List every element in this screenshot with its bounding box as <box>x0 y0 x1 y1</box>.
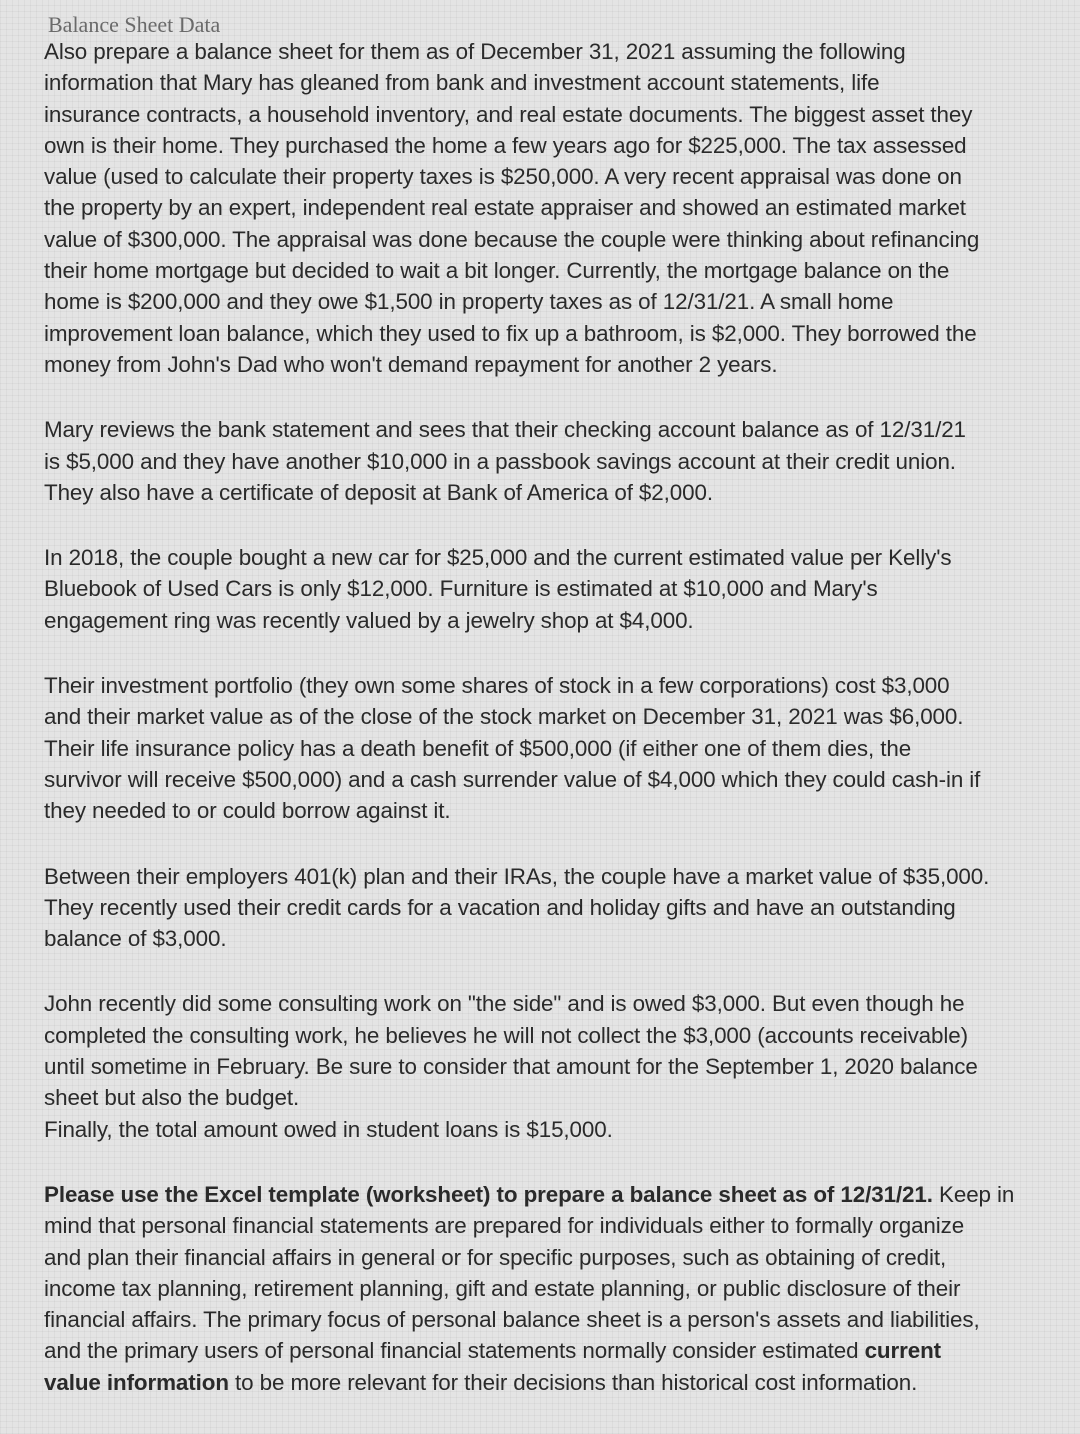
instruction-text: to be more relevant for their decisions than historical cost information. <box>228 1369 918 1395</box>
text-line: completed the consulting work, he believes he will not collect the $3,000 (accounts receivable) <box>44 1022 968 1048</box>
text-line: They recently used their credit cards for a vacation and holiday gifts and have an outstanding <box>44 894 956 920</box>
text-line: and their market value as of the close of the stock market on December 31, 2021 was $6,000. <box>44 704 964 730</box>
text-line: value (used to calculate their property taxes is $250,000. A very recent appraisal was done on <box>44 164 962 190</box>
text-line: value of $300,000. The appraisal was done because the couple were thinking about refinancing <box>44 226 980 252</box>
text-line <box>44 1367 1064 1398</box>
instruction-text: and the primary users of personal financial statements normally consider estimated <box>44 1338 865 1364</box>
text-line: Their life insurance policy has a death benefit of $500,000 (if either one of them dies, the <box>44 735 912 761</box>
text-line: the property by an expert, independent real estate appraiser and showed an estimated market <box>44 195 966 221</box>
instruction-bold-text: Please use the Excel template (worksheet) to prepare a balance sheet as of 12/31/21. <box>44 1181 933 1207</box>
instruction-bold-text: current <box>864 1338 942 1364</box>
text-line: insurance contracts, a household inventory, and real estate documents. The biggest asset they <box>44 101 973 127</box>
document-heading: Balance Sheet Data <box>48 12 221 37</box>
text-line: improvement loan balance, which they used to fix up a bathroom, is $2,000. They borrowed the <box>44 320 977 346</box>
text-line: they needed to or could borrow against it. <box>44 798 451 824</box>
paragraph-consulting <box>44 988 1064 1144</box>
paragraph-bank <box>44 414 1064 508</box>
text-line: financial affairs. The primary focus of personal balance sheet is a person's assets and liabilities, <box>44 1307 980 1333</box>
text-line: home is $200,000 and they owe $1,500 in property taxes as of 12/31/21. A small home <box>44 289 894 315</box>
text-line: income tax planning, retirement planning, gift and estate planning, or public disclosure of their <box>44 1275 961 1301</box>
text-line: is $5,000 and they have another $10,000 in a passbook savings account at their credit union. <box>44 448 956 474</box>
text-line: and plan their financial affairs in general or for specific purposes, such as obtaining of credit, <box>44 1244 947 1270</box>
text-line: They also have a certificate of deposit at Bank of America of $2,000. <box>44 479 713 505</box>
text-line: Between their employers 401(k) plan and their IRAs, the couple have a market value of $35,000. <box>44 863 990 889</box>
text-line: their home mortgage but decided to wait a bit longer. Currently, the mortgage balance on the <box>44 258 950 284</box>
text-line: Their investment portfolio (they own some shares of stock in a few corporations) cost $3,000 <box>44 673 950 699</box>
text-line: sheet but also the budget. <box>44 1085 300 1111</box>
paragraph-home <box>44 36 1064 380</box>
text-line: Also prepare a balance sheet for them as of December 31, 2021 assuming the following <box>44 39 906 64</box>
text-line <box>44 1335 1064 1366</box>
paragraph-investments <box>44 670 1064 826</box>
paragraph-instructions <box>44 1179 1064 1398</box>
text-line: own is their home. They purchased the home a few years ago for $225,000. The tax assessed <box>44 132 967 158</box>
paragraph-car <box>44 542 1064 636</box>
text-line: until sometime in February. Be sure to consider that amount for the September 1, 2020 balance <box>44 1054 978 1080</box>
text-line: engagement ring was recently valued by a jewelry shop at $4,000. <box>44 607 694 633</box>
text-line: Bluebook of Used Cars is only $12,000. Furniture is estimated at $10,000 and Mary's <box>44 576 878 602</box>
paragraph-retirement <box>44 861 1064 955</box>
text-line: mind that personal financial statements are prepared for individuals either to formally organize <box>44 1213 965 1239</box>
text-line: In 2018, the couple bought a new car for $25,000 and the current estimated value per Kelly's <box>44 545 952 571</box>
text-line: survivor will receive $500,000) and a cash surrender value of $4,000 which they could cash-in if <box>44 766 981 792</box>
text-line: balance of $3,000. <box>44 926 227 952</box>
text-line <box>44 1179 1064 1210</box>
instruction-text: Keep in <box>932 1181 1015 1207</box>
text-line: information that Mary has gleaned from bank and investment account statements, life <box>44 70 880 96</box>
text-line: Mary reviews the bank statement and sees that their checking account balance as of 12/31/21 <box>44 417 966 443</box>
text-line: Finally, the total amount owed in student loans is $15,000. <box>44 1116 613 1142</box>
text-line: money from John's Dad who won't demand repayment for another 2 years. <box>44 351 778 377</box>
instruction-bold-text: value information <box>44 1369 229 1395</box>
text-line: John recently did some consulting work on "the side" and is owed $3,000. But even though he <box>44 991 965 1017</box>
